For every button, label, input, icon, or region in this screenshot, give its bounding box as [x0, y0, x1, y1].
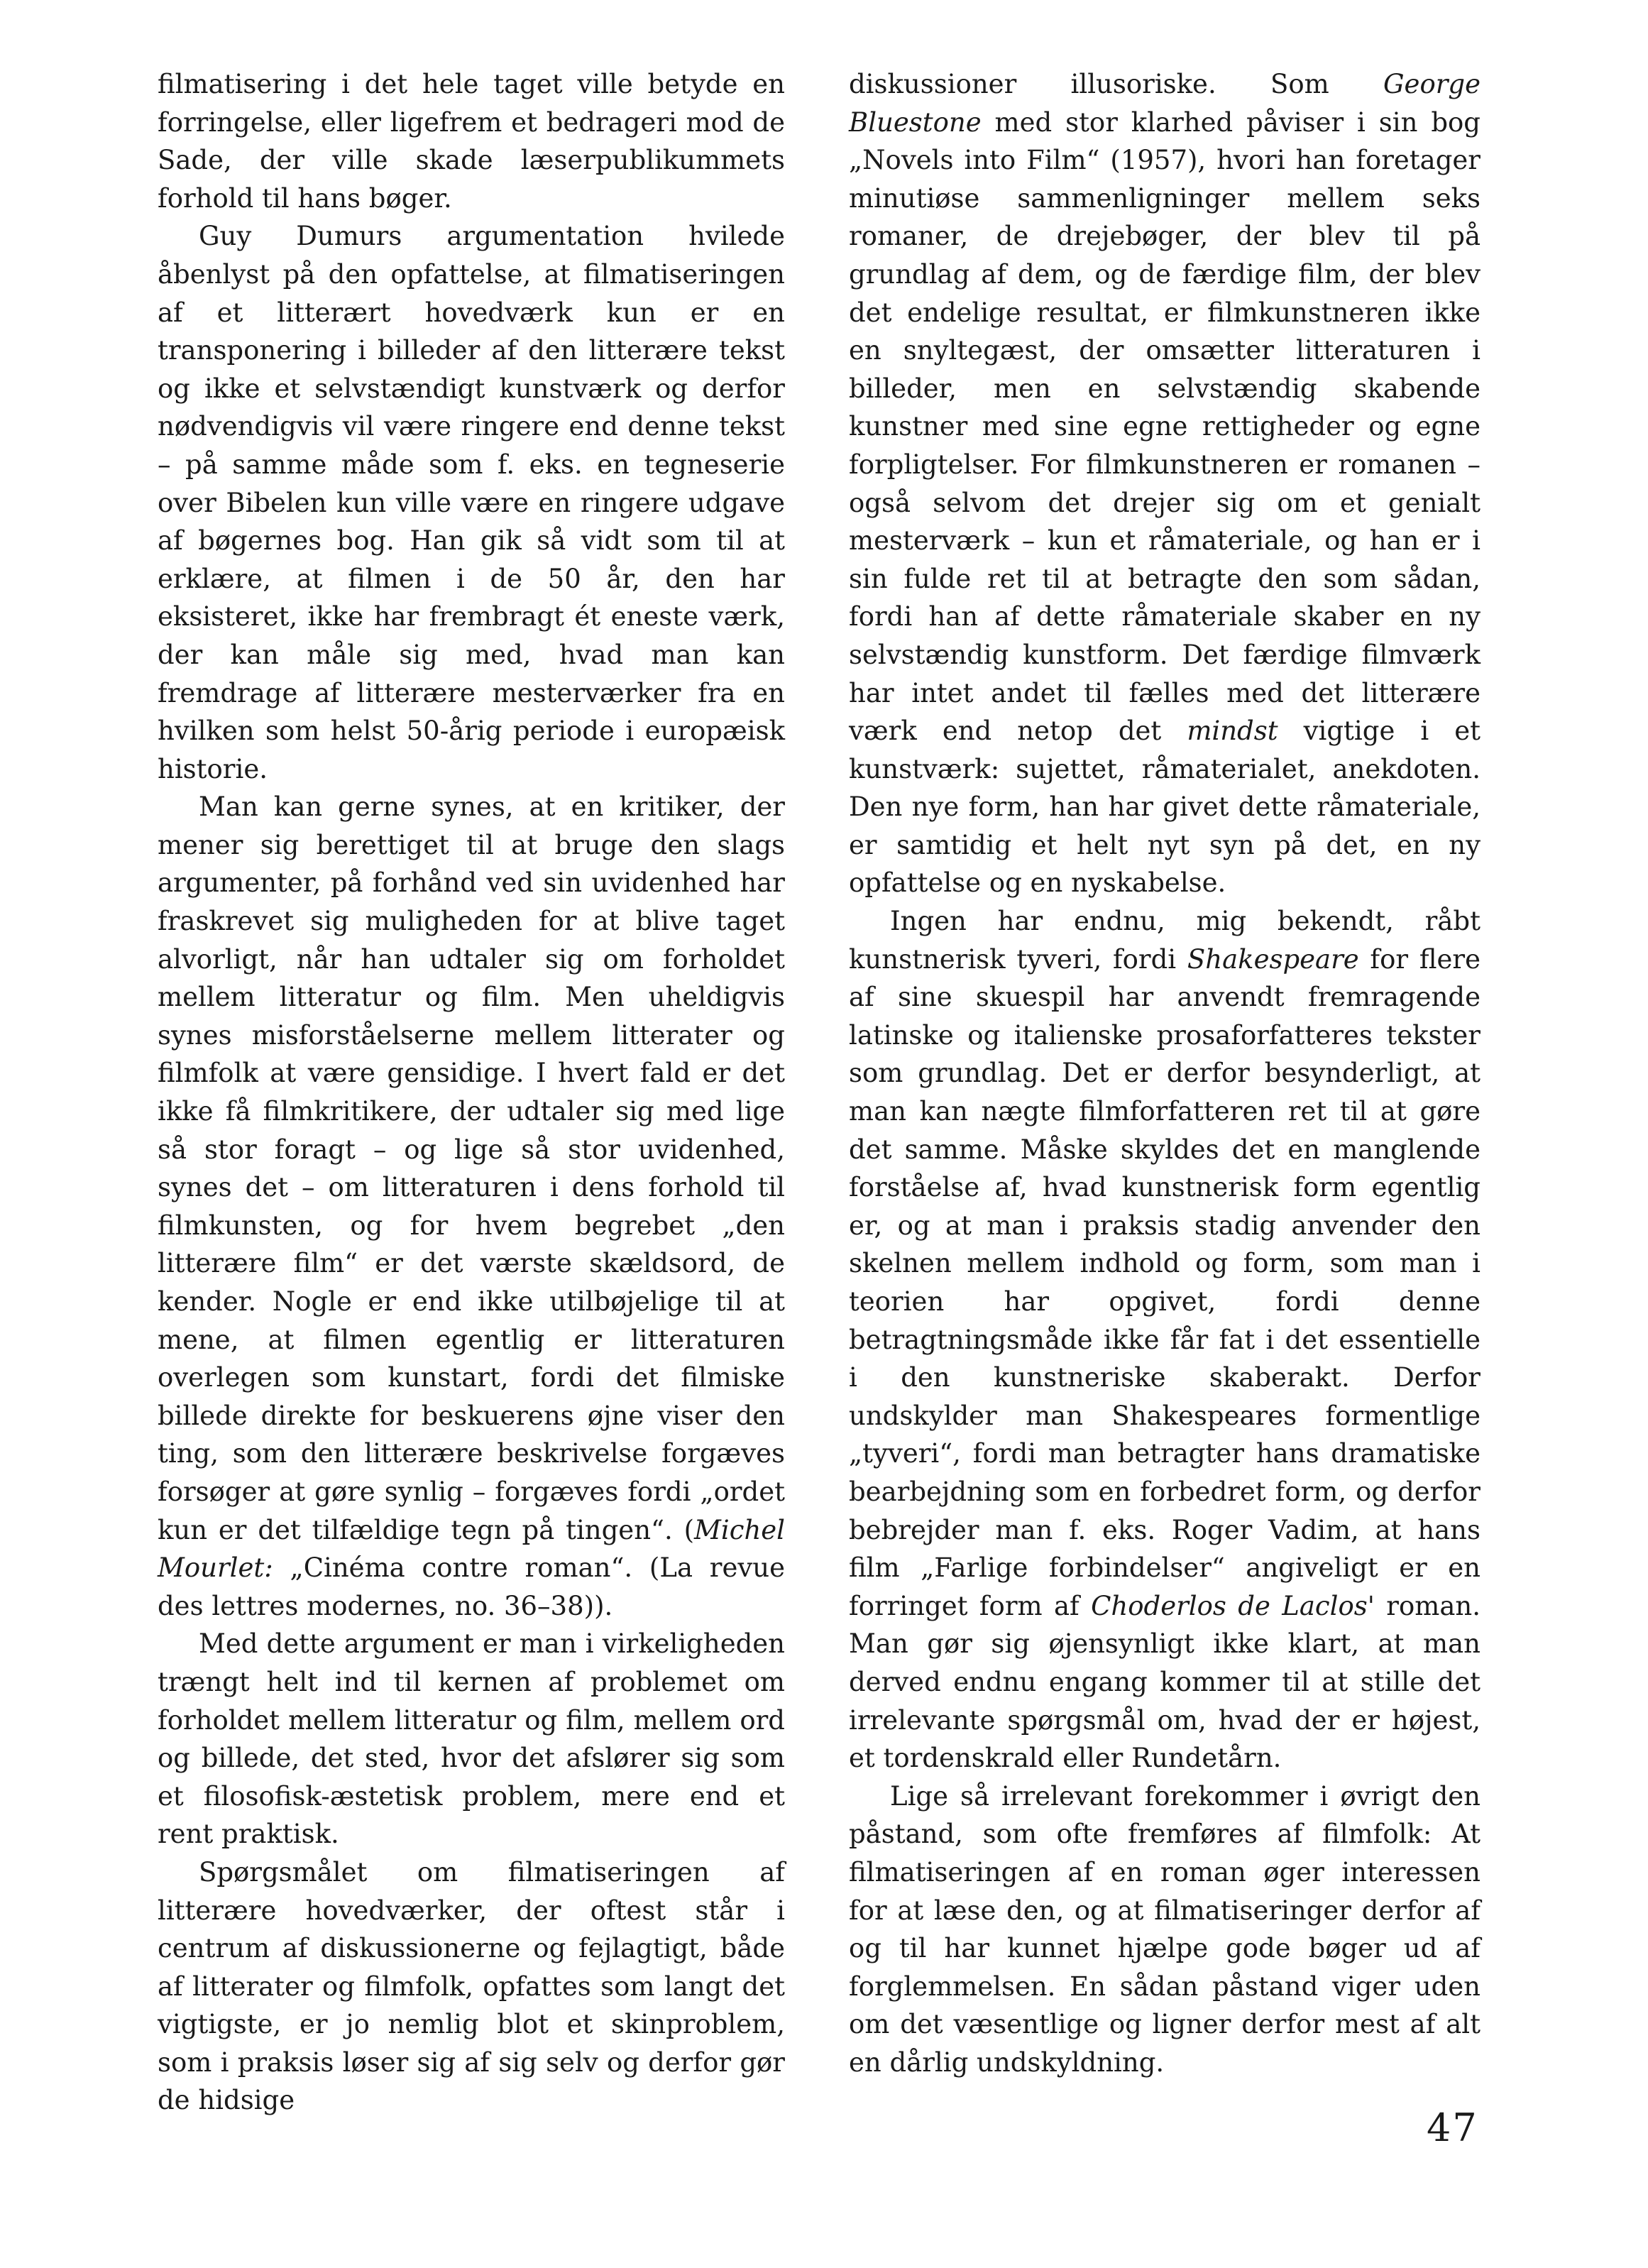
left-column [158, 65, 785, 2120]
citation-author: Michel Mourlet: [158, 1514, 786, 1584]
page-number: 47 [1427, 2105, 1478, 2150]
right-column [849, 65, 1481, 2081]
paragraph-continuation: filmatisering i det hele taget ville betyde en forringelse, eller ligefrem et bedrageri mod de Sade, der ville skade læserpublikummets forhold til hans bøger. [158, 69, 785, 214]
author-bluestone: George Bluestone [849, 69, 1481, 138]
paragraph-shakespeare-end: roman. Man gør sig øjensynligt ikke klart, at man derved endnu engang kommer til at stille det irrelevante spørgsmål om, hvad der er højest, et tordenskrald eller Rundetårn. [849, 1590, 1481, 1774]
emphasis-mindst: mindst [1187, 716, 1278, 747]
citation-source: „Cinéma contre roman“. (La revue des lettres modernes, no. 36–38)). [158, 1552, 785, 1621]
paragraph-critics [158, 788, 785, 1625]
paragraph-shakespeare-start: Ingen har endnu, mig bekendt, råbt kunstnerisk tyveri, fordi [849, 906, 1481, 975]
paragraph-core-problem: Med dette argument er man i virkeligheden trængt helt ind til kernen af problemet om forholdet mellem litteratur og film, mellem ord og billede, det sted, hvor det afslører sig som et filosofisk-æstetisk problem, mere end et rent praktisk. [158, 1628, 785, 1850]
paragraph-bluestone [849, 65, 1481, 902]
paragraph-dumur-argument: Guy Dumurs argumentation hvilede åbenlyst på den opfattelse, at filmatiseringen af et litterært hovedværk kun er en transponering i billeder af den litterære tekst og ikke et selvstændigt kunstværk og derfor nødvendigvis vil være ringere end denne tekst – på samme måde som f. eks. en tegneserie over Bibelen kun ville være en ringere udgave af bøgernes bog. Han gik så vidt som til at erklære, at filmen i de 50 år, den har eksisteret, ikke har frembragt ét eneste værk, der kan måle sig med, hvad man kan fremdrage af litterære mesterværker fra en hvilken som helst 50-årig periode i europæisk historie. [158, 221, 785, 784]
paragraph-critics-text: Man kan gerne synes, at en kritiker, der mener sig berettiget til at bruge den slags argumenter, på forhånd ved sin uvidenhed har fraskrevet sig muligheden for at blive taget alvorligt, når han udtaler sig om forholdet mellem litteratur og film. Men uheldigvis synes misforståelserne mellem litterater og filmfolk at være gensidige. I hvert fald er det ikke få filmkritikere, der udtaler sig med lige så stor foragt – og lige så stor uvidenhed, synes det – om litteraturen i dens forhold til filmkunsten, og for hvem begrebet „den litterære film“ er det værste skældsord, de kender. Nogle er end ikke utilbøjelige til at mene, at filmen egentlig er litteraturen overlegen som kunstart, fordi det filmiske billede direkte for beskuerens øjne viser den ting, som den litterære beskrivelse forgæves forsøger at gøre synlig – forgæves fordi „ordet kun er det tilfældige tegn på tingen“. [158, 791, 785, 1545]
paragraph-bluestone-start: diskussioner illusoriske. Som [849, 69, 1383, 99]
paragraph-bluestone-body: med stor klarhed påviser i sin bog „Novels into Film“ (1957), hvori han foretager minutiøse sammenligninger mellem seks romaner, de drejebøger, der blev til på grundlag af dem, og de færdige film, der blev det endelige resultat, er filmkunstneren ikke en snyltegæst, der omsætter litteraturen i billeder, men en selvstændig skabende kunstner med sine egne rettigheder og egne forpligtelser. For filmkunstneren er romanen – også selvom det drejer sig om et genialt mesterværk – kun et råmateriale, og han er i sin fulde ret til at betragte den som sådan, fordi han af dette råmateriale skaber en ny selvstændig kunstform. Det færdige filmværk har intet andet til fælles med det litterære værk end netop det [849, 106, 1481, 747]
paragraph-shakespeare [849, 902, 1481, 1777]
paragraph-bluestone-end: vigtige i et kunstværk: sujettet, råmaterialet, anekdoten. Den nye form, han har givet dette råmateriale, er samtidig et helt nyt syn på det, en ny opfattelse og en nyskabelse. [849, 716, 1481, 899]
author-laclos: Choderlos de Laclos' [1091, 1590, 1375, 1621]
paragraph-shakespeare-body: for flere af sine skuespil har anvendt fremragende latinske og italienske prosaforfatteres tekster som grundlag. Det er derfor besynderligt, at man kan nægte filmforfatteren ret til at gøre det samme. Måske skyldes det en manglende forståelse af, hvad kunstnerisk form egentlig er, og at man i praksis stadig anvender den skelnen mellem indhold og form, som man i teorien har opgivet, fordi denne betragtningsmåde ikke får fat i det essentielle i den kunstneriske skaberakt. Derfor undskylder man Shakespeares formentlige „tyveri“, fordi man betragter hans dramatiske bearbejdning som en forbedret form, og derfor bebrejder man f. eks. Roger Vadim, at hans film „Farlige forbindelser“ angiveligt er en forringet form af [849, 943, 1481, 1621]
author-shakespeare: Shakespeare [1187, 943, 1359, 975]
paragraph-irrelevant-claim: Lige så irrelevant forekommer i øvrigt den påstand, som ofte fremføres af filmfolk: At filmatiseringen af en roman øger interessen for at læse den, og at filmatiseringer derfor af og til har kunnet hjælpe gode bøger ud af forglemmelsen. En sådan påstand viger uden om det væsentlige og ligner derfor mest af alt en dårlig undskyldning. [849, 1780, 1481, 2078]
citation-open: ( [683, 1514, 694, 1545]
paragraph-adaptation-question: Spørgsmålet om filmatiseringen af litterære hovedværker, der oftest står i centrum af diskussionerne og fejlagtigt, både af litterater og filmfolk, opfattes som langt det vigtigste, er jo nemlig blot et skinproblem, som i praksis løser sig af sig selv og derfor gør de hidsige [158, 1856, 785, 2116]
